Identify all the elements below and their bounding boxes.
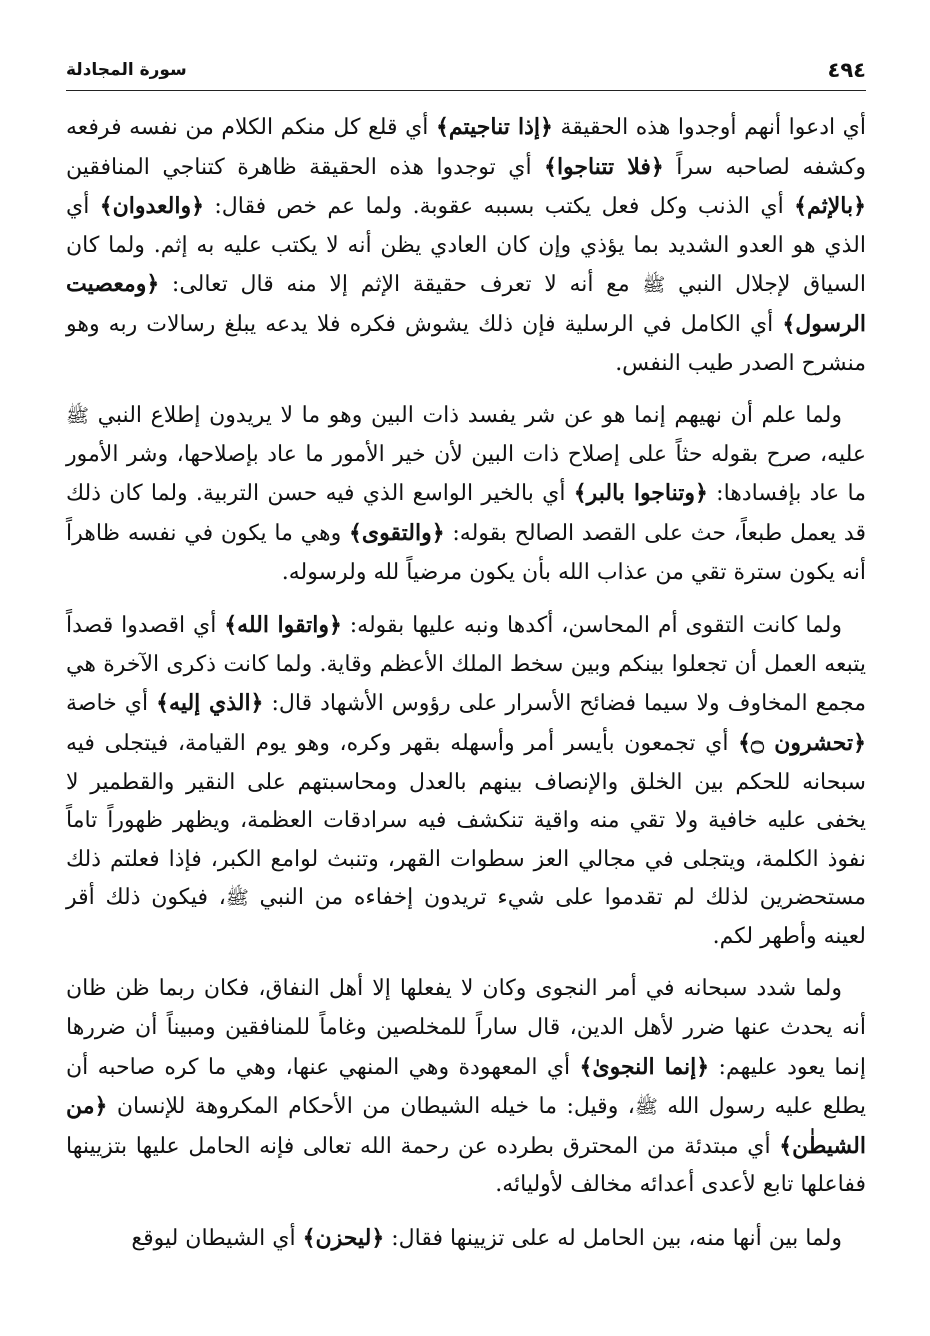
body-text-run: أي الكامل في الرسلية فإن ذلك يشوش فكره فلا يدعه يبلغ رسالات ربه وهو منشرح الصدر طيب النفس. (66, 311, 866, 376)
body-text-run: أي الذي هو العدو الشديد بما يؤذي وإن كان العادي يظن أنه لا يكتب عليه به إثم. ولما كان السياق لإجلال النبي (66, 194, 866, 298)
quran-quote: ﴿والتقوى﴾ (349, 519, 445, 546)
body-text-run: ولما بين أنها منه، بين الحامل له على تزيينها فقال: (384, 1226, 842, 1252)
quran-quote: ﴿إنما النجوىٰ﴾ (579, 1053, 710, 1080)
salutation-symbol: ﷺ (66, 405, 89, 428)
body-text-run: أي قلع كل منكم الكلام من نفسه فرفعه وكشفه لصاحبه سراً (66, 115, 866, 180)
body-text-run: ، وقيل: ما خيله الشيطان من الأحكام المكروهة للإنسان (107, 1094, 635, 1120)
quran-quote: ﴿إذا تناجيتم﴾ (435, 114, 553, 140)
quran-quote: ﴿بالإثم﴾ (794, 193, 866, 220)
body-text-run: أي الذنب وكل فعل يكتب بسببه عقوبة. ولما عم خص فقال: (203, 194, 795, 220)
paragraph (66, 1219, 866, 1259)
quran-quote: ﴿وتناجوا بالبر﴾ (573, 480, 708, 507)
body-text-run: مع أنه لا تعرف حقيقة الإثم إلا منه قال تعالى: (159, 272, 643, 298)
body-text-run: أي ادعوا أنهم أوجدوا هذه الحقيقة (552, 115, 866, 140)
body-text-run: أي مبتدئة من المحترق بطرده عن رحمة الله تعالى فإنه الحامل عليها بتزيينها ففاعلها تابع لأعدى أعدائه مخالف لأوليائه. (66, 1133, 866, 1198)
body-text-run: وهي ما يكون في نفسه ظاهراً أنه يكون سترة تقي من عذاب الله بأن يكون مرضياً لله ولرسوله. (66, 520, 866, 585)
body-text-run: أي المعهودة وهي المنهي عنها، وهي ما كره صاحبه أن يطلع عليه رسول الله (66, 1054, 867, 1120)
paragraph (66, 970, 866, 1205)
surah-title: سورة المجادلة (66, 60, 187, 80)
body-text-run: عليه، صرح بقوله حثاً على إصلاح ذات البين لأن خير الأمور ما عاد بإصلاحها، وشر الأمور ما عاد بإفسادها: (66, 441, 866, 507)
page-header (66, 52, 866, 92)
paragraph (66, 108, 866, 383)
header-divider (66, 90, 866, 91)
page-number: ٤٩٤ (827, 58, 866, 82)
body-text-run: ولما علم أن نهيهم إنما هو عن شر يفسد ذات البين وهو ما لا يريدون إطلاع النبي (88, 403, 842, 429)
body-text-run: أي توجدوا هذه الحقيقة ظاهرة كتناجي المنافقين (66, 154, 545, 180)
quran-quote: ﴿ليحزن﴾ (302, 1225, 385, 1252)
quran-quote: ﴿تحشرون ۝﴾ (738, 729, 866, 756)
body-text-run: أي الشيطان ليوقع (131, 1226, 303, 1252)
quran-quote: ﴿من الشيطٰن﴾ (66, 1093, 866, 1159)
body-text-run: أي خاصة (66, 691, 157, 717)
paragraph (66, 606, 866, 956)
body-text-run: ، فيكون ذلك أقر لعينه وأطهر لكم. (66, 885, 866, 949)
salutation-symbol: ﷺ (634, 1096, 658, 1119)
salutation-symbol: ﷺ (225, 887, 249, 910)
salutation-symbol: ﷺ (642, 274, 666, 297)
body-text-run: ولما كانت التقوى أم المحاسن، أكدها ونبه عليها بقوله: (341, 613, 842, 639)
paragraph (66, 397, 866, 592)
body-text-run: ولما شدد سبحانه في أمر النجوى وكان لا يفعلها إلا أهل النفاق، فكان ربما ظن ظان أنه يحدث عنها ضرر لأهل الدين، قال ساراً للمخلصين وغاماً للمنافقين ومبيناً أن ضررها إنما يعود عليهم: (66, 976, 867, 1080)
quran-quote: ﴿فلا تتناجوا﴾ (544, 153, 664, 180)
quran-quote: ﴿والعدوان﴾ (99, 193, 204, 220)
quran-quote: ﴿واتقوا الله﴾ (224, 612, 342, 639)
body-text-run: أي بالخير الواسع الذي فيه حسن التربية. ولما كان ذلك قد يعمل طبعاً، حث على القصد الصالح بقوله: (66, 481, 866, 546)
quran-quote: ﴿ومعصيت الرسول﴾ (66, 271, 866, 337)
body-text-run: أي تجمعون بأيسر أمر وأسهله بقهر وكره، وهو يوم القيامة، فيتجلى فيه سبحانه للحكم بين الخلق والإنصاف بينهم بالعدل ومحاسبتهم على النقير والقطمير لا يخفى عليه خافية ولا تقي منه واقية تنكشف فيه سرادقات العظمة، ويظهر ظهوراً تاماً نفوذ الكلمة، ويتجلى في مجالي العز سطوات القهر، وتنبث لوامع الكبر، فإذا فعلتم ذلك مستحضرين لذلك لم تقدموا على شيء تريدون إخفاءه من النبي (66, 730, 866, 911)
tafsir-body (66, 108, 866, 1273)
quran-quote: ﴿الذي إليه﴾ (156, 690, 264, 717)
body-text-run: أي اقصدوا قصداً يتبعه العمل أن تجعلوا بينكم وبين سخط الملك الأعظم وقاية. ولما كانت ذكرى الآخرة هي مجمع المخاوف ولا سيما فضائح الأسرار على رؤوس الأشهاد قال: (66, 613, 866, 717)
